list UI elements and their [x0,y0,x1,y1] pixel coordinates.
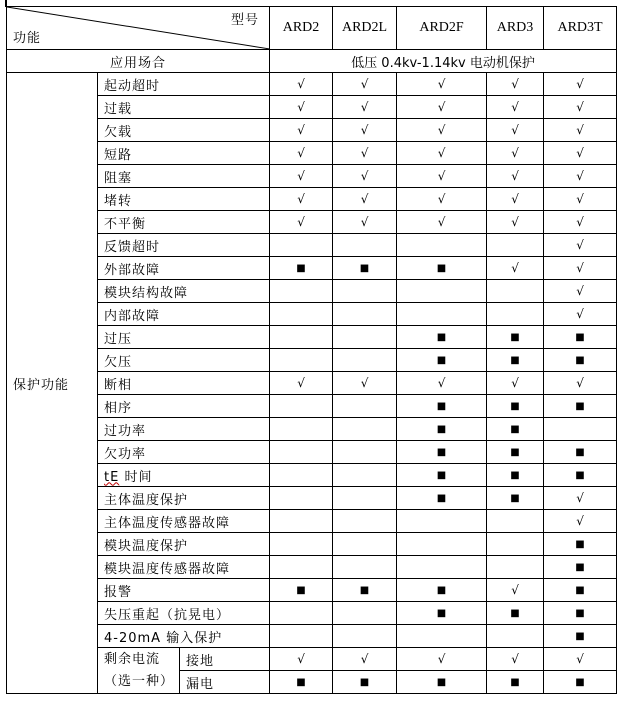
function-row [7,487,617,510]
feature-mark-cell: √ [544,165,617,188]
feature-mark-cell [487,510,544,533]
feature-mark-cell: ■ [397,418,487,441]
feature-mark-cell: √ [544,73,617,96]
feature-mark-cell [333,510,397,533]
feature-mark-cell: √ [270,165,333,188]
feature-mark-cell: √ [270,119,333,142]
feature-mark-cell [397,533,487,556]
feature-mark-cell [270,280,333,303]
function-name: 过压 [98,326,270,349]
feature-mark-cell: ■ [544,556,617,579]
function-name: 不平衡 [98,211,270,234]
feature-mark-cell: ■ [333,671,397,694]
feature-mark-cell: √ [544,487,617,510]
feature-mark-cell: √ [487,188,544,211]
function-name: 主体温度传感器故障 [98,510,270,533]
feature-mark-cell: ■ [544,533,617,556]
function-row [7,165,617,188]
feature-mark-cell: √ [397,188,487,211]
feature-mark-cell: √ [333,165,397,188]
feature-mark-cell: √ [270,648,333,671]
function-row [7,303,617,326]
te-rest: 时间 [119,469,153,485]
function-row [7,372,617,395]
function-name: 过功率 [98,418,270,441]
feature-mark-cell [333,533,397,556]
feature-mark-cell [270,303,333,326]
function-name: 相序 [98,395,270,418]
feature-mark-cell: ■ [544,579,617,602]
feature-mark-cell [487,556,544,579]
feature-mark-cell: ■ [397,257,487,280]
feature-mark-cell: ■ [397,464,487,487]
feature-mark-cell: ■ [333,579,397,602]
diagonal-header-cell [7,7,270,50]
feature-mark-cell [333,280,397,303]
feature-mark-cell: √ [333,73,397,96]
feature-mark-cell [333,556,397,579]
feature-mark-cell [333,441,397,464]
feature-mark-cell: √ [270,73,333,96]
feature-mark-cell [333,602,397,625]
function-name: 失压重起（抗晃电） [98,602,270,625]
function-row [7,533,617,556]
feature-mark-cell [487,280,544,303]
feature-mark-cell: ■ [397,326,487,349]
feature-mark-cell: √ [333,211,397,234]
function-name: 欠载 [98,119,270,142]
feature-mark-cell: √ [544,280,617,303]
function-row [7,395,617,418]
feature-mark-cell: ■ [397,579,487,602]
feature-mark-cell: √ [270,142,333,165]
feature-mark-cell: √ [487,211,544,234]
feature-mark-cell: √ [397,372,487,395]
feature-mark-cell: √ [487,165,544,188]
feature-mark-cell: ■ [397,671,487,694]
function-name: 过载 [98,96,270,119]
feature-mark-cell: √ [397,142,487,165]
feature-mark-cell [487,533,544,556]
feature-mark-cell: √ [333,372,397,395]
feature-mark-cell: √ [544,303,617,326]
function-row [7,211,617,234]
function-row [7,188,617,211]
feature-mark-cell: √ [270,372,333,395]
feature-mark-cell: ■ [397,395,487,418]
residual-type-name: 接地 [180,648,270,671]
function-name: 外部故障 [98,257,270,280]
feature-mark-cell: √ [397,119,487,142]
feature-mark-cell: √ [544,96,617,119]
feature-mark-cell: ■ [544,671,617,694]
feature-mark-cell: √ [270,188,333,211]
feature-mark-cell: √ [487,119,544,142]
feature-mark-cell: ■ [544,441,617,464]
feature-mark-cell: ■ [487,326,544,349]
function-name: 模块结构故障 [98,280,270,303]
feature-mark-cell: √ [487,648,544,671]
function-row [7,464,617,487]
residual-current-row [7,648,617,671]
feature-mark-cell [270,487,333,510]
feature-mark-cell: ■ [487,671,544,694]
feature-mark-cell: √ [544,510,617,533]
feature-mark-cell: √ [397,96,487,119]
feature-mark-cell: √ [270,96,333,119]
feature-mark-cell: √ [397,165,487,188]
feature-mark-cell [333,487,397,510]
feature-mark-cell: √ [333,648,397,671]
feature-mark-cell [270,418,333,441]
feature-mark-cell [397,280,487,303]
feature-mark-cell [397,556,487,579]
function-name: 模块温度传感器故障 [98,556,270,579]
feature-mark-cell: ■ [544,395,617,418]
feature-mark-cell: ■ [397,487,487,510]
feature-mark-cell: √ [544,257,617,280]
function-row [7,579,617,602]
feature-mark-cell: ■ [487,602,544,625]
function-label: 功能 [13,31,42,46]
function-row [7,234,617,257]
feature-mark-cell: ■ [397,349,487,372]
feature-mark-cell: √ [544,648,617,671]
te-term: tE [104,469,120,485]
feature-mark-cell [270,395,333,418]
feature-mark-cell [270,625,333,648]
function-row [7,349,617,372]
function-row [7,556,617,579]
feature-mark-cell [270,326,333,349]
feature-mark-cell [333,464,397,487]
table-body [7,7,617,694]
feature-mark-cell: ■ [487,487,544,510]
feature-mark-cell [397,625,487,648]
function-name: 断相 [98,372,270,395]
feature-mark-cell [487,303,544,326]
feature-mark-cell: √ [544,372,617,395]
model-label: 型号 [231,13,260,28]
function-name: 阻塞 [98,165,270,188]
feature-mark-cell: √ [487,142,544,165]
feature-mark-cell [270,234,333,257]
function-name: 报警 [98,579,270,602]
function-name: 欠压 [98,349,270,372]
feature-mark-cell: ■ [544,625,617,648]
function-row [7,602,617,625]
feature-mark-cell [487,234,544,257]
feature-mark-cell: √ [544,211,617,234]
function-row [7,142,617,165]
function-name: 主体温度保护 [98,487,270,510]
model-header: ARD3 [487,7,544,50]
feature-mark-cell: √ [333,188,397,211]
function-row [7,257,617,280]
function-row [7,96,617,119]
feature-mark-cell: √ [397,211,487,234]
feature-mark-cell: √ [487,96,544,119]
feature-mark-cell: √ [544,142,617,165]
function-row [7,441,617,464]
feature-mark-cell: √ [397,73,487,96]
feature-mark-cell [270,533,333,556]
model-header: ARD2L [333,7,397,50]
feature-mark-cell: √ [397,648,487,671]
feature-mark-cell: √ [544,188,617,211]
feature-mark-cell [544,418,617,441]
header-row [7,7,617,50]
feature-mark-cell: ■ [487,464,544,487]
feature-mark-cell: ■ [487,395,544,418]
feature-mark-cell: √ [487,257,544,280]
function-name: 欠功率 [98,441,270,464]
feature-mark-cell: ■ [270,257,333,280]
feature-mark-cell [270,441,333,464]
feature-mark-cell [397,510,487,533]
feature-mark-cell [270,464,333,487]
feature-mark-cell: √ [544,234,617,257]
application-label: 应用场合 [7,50,270,73]
feature-mark-cell [397,234,487,257]
spec-table-wrapper [6,6,617,694]
feature-mark-cell [333,349,397,372]
function-row [7,510,617,533]
feature-mark-cell: √ [270,211,333,234]
feature-mark-cell [333,418,397,441]
feature-mark-cell: √ [333,142,397,165]
residual-label-line2: （选一种） [104,673,175,689]
feature-mark-cell: √ [333,119,397,142]
model-header: ARD2 [270,7,333,50]
residual-type-name: 漏电 [180,671,270,694]
feature-mark-cell: ■ [544,349,617,372]
function-row [7,625,617,648]
feature-mark-cell [397,303,487,326]
function-row [7,418,617,441]
function-row [7,280,617,303]
feature-mark-cell [333,234,397,257]
feature-mark-cell: ■ [270,579,333,602]
feature-mark-cell: √ [487,579,544,602]
function-name: 模块温度保护 [98,533,270,556]
function-name [98,464,270,487]
function-comparison-table [6,6,617,694]
feature-mark-cell: ■ [544,602,617,625]
function-row [7,326,617,349]
application-row [7,50,617,73]
feature-mark-cell [333,395,397,418]
feature-mark-cell [270,556,333,579]
feature-mark-cell [270,510,333,533]
function-name: 堵转 [98,188,270,211]
feature-mark-cell: ■ [487,418,544,441]
feature-mark-cell [333,303,397,326]
function-name: 内部故障 [98,303,270,326]
feature-mark-cell: ■ [397,602,487,625]
feature-mark-cell: ■ [333,257,397,280]
feature-mark-cell: ■ [544,326,617,349]
function-name: 4-20mA 输入保护 [98,625,270,648]
feature-mark-cell: √ [487,73,544,96]
feature-mark-cell: ■ [397,441,487,464]
function-row [7,119,617,142]
model-header: ARD2F [397,7,487,50]
protection-group-label: 保护功能 [7,73,98,694]
feature-mark-cell: ■ [487,441,544,464]
function-row [7,73,617,96]
feature-mark-cell [270,602,333,625]
function-name: 反馈超时 [98,234,270,257]
feature-mark-cell [487,625,544,648]
function-name: 起动超时 [98,73,270,96]
function-name: 短路 [98,142,270,165]
feature-mark-cell: √ [544,119,617,142]
residual-label-line1: 剩余电流 [104,651,161,667]
feature-mark-cell [333,625,397,648]
feature-mark-cell: √ [487,372,544,395]
feature-mark-cell: ■ [270,671,333,694]
feature-mark-cell: ■ [487,349,544,372]
feature-mark-cell [333,326,397,349]
feature-mark-cell: ■ [544,464,617,487]
application-value: 低压 0.4kv-1.14kv 电动机保护 [270,50,617,73]
residual-current-label [98,648,180,694]
feature-mark-cell: √ [333,96,397,119]
feature-mark-cell [270,349,333,372]
model-header: ARD3T [544,7,617,50]
